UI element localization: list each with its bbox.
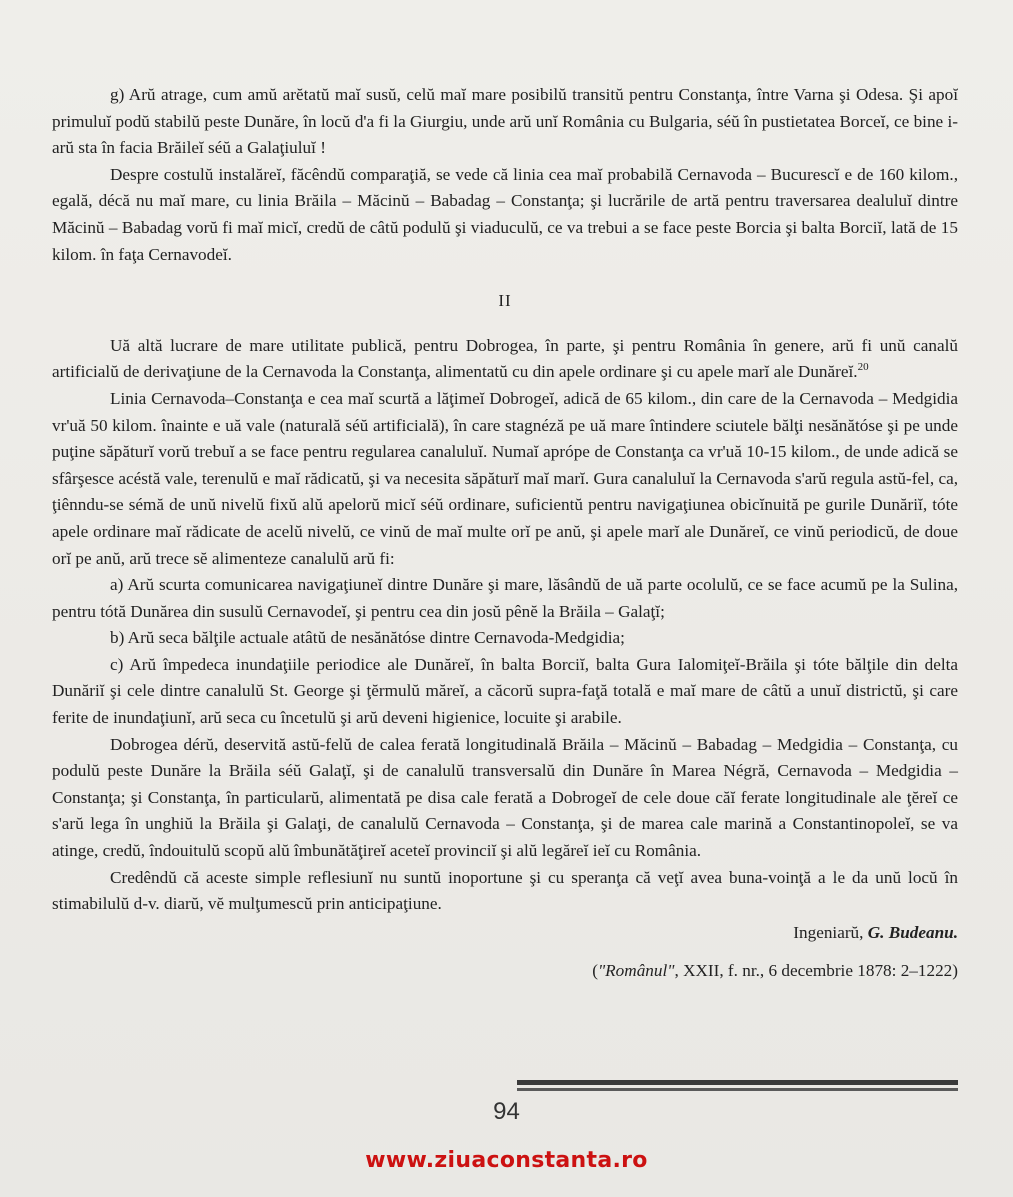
source-publication: "Românul" [597, 961, 675, 981]
website-watermark: www.ziuaconstanta.ro [365, 1148, 648, 1173]
paragraph-canal [52, 333, 958, 386]
source-citation [52, 958, 958, 985]
paragraph-closing: Credêndŭ că aceste simple reflesiunĭ nu suntŭ inoportune şi cu speranţa că veţĭ avea buna-voinţă a le da unŭ locŭ în stimabilulŭ d-v. diarŭ, vĕ mulţumescŭ prin anticipaţiune. [52, 867, 958, 914]
paragraph-g: g) Arŭ atrage, cum amŭ arĕtatŭ maĭ susŭ, celŭ maĭ mare posibilŭ transitŭ pentru Constanţa, între Varna şi Odesa. Şi apoĭ primuluĭ podŭ stabilŭ peste Dunăre, în locŭ d'a fi la Giurgiu, unde arŭ unĭ România cu Bulgaria, séŭ în pustietatea Borceĭ, ce bine i-arŭ sta în facia Brăileĭ séŭ a Galaţiuluĭ ! [52, 85, 958, 158]
paragraph-dobrogea: Dobrogea dérŭ, deservită astŭ-felŭ de calea ferată longitudinală Brăila – Măcinŭ – Babadag – Medgidia – Constanţa, cu podulŭ peste Dunăre la Brăila séŭ Galaţĭ, şi de canalulŭ transversalŭ din Dunăre în Marea Négră, Cernavoda – Medgidia – Constanţa; şi Constanţa, în particularŭ, alimentată pe disa cale ferată a Dobrogeĭ de cele doue căĭ ferate longitudinale ale ţĕreĭ ce s'arŭ lega în unghiŭ la Brăila şi Galaţi, de canalulŭ Cernavoda – Constanţa, şi de marea cale marină a Constantinopoleĭ, se va atinge, credŭ, îndouitulŭ scopŭ alŭ îmbunătăţireĭ aceteĭ provinciĭ şi alŭ legăreĭ ieĭ cu România. [52, 734, 958, 861]
paragraph-c: c) Arŭ împedeca inundaţiile periodice ale Dunăreĭ, în balta Borciĭ, balta Gura Ialomiţeĭ-Brăila şi tóte bălţile din delta Dunăriĭ şi cele dintre canalulŭ St. George şi ţĕrmulŭ măreĭ, a căcorŭ supra-faţă totală e maĭ mare de câtŭ a unuĭ districtŭ, şi care ferite de inundaţiunĭ, arŭ seca cu încetulŭ şi arŭ deveni higienice, locuite şi arabile. [52, 654, 958, 728]
double-rule-top [517, 1080, 958, 1085]
paragraph-canal-text: Uă altă lucrare de mare utilitate publică, pentru Dobrogea, în parte, şi pentru România în genere, arŭ fi unŭ canalŭ artificialŭ de derivaţiune de la Cernavoda la Constanţa, alimentatŭ cu din apele ordinare şi cu apele marĭ ale Dunăreĭ. [52, 335, 958, 382]
section-heading: II [498, 291, 512, 311]
paragraph-cost: Despre costulŭ instalăreĭ, făcêndŭ comparaţiă, se vede că linia cea maĭ probabilă Cernavoda – Bucurescĭ e de 160 kilom., egală, décă nu maĭ mare, cu linia Brăila – Măcinŭ – Babadag – Constanţa; şi lucrările de artă pentru traversarea dealuluĭ dintre Măcinŭ – Babadag vorŭ fi maĭ micĭ, credŭ de câtŭ podulŭ şi viaduculŭ, ce va trebui a se face peste Borcia şi balta Borciĭ, lată de 15 kilom. în faţa Cernavodeĭ. [52, 164, 958, 264]
signature-name: G. Budeanu. [867, 922, 958, 942]
page-number: 94 [493, 1098, 520, 1125]
article-body [52, 82, 958, 985]
footnote-marker: 20 [857, 361, 869, 374]
double-rule-bottom [517, 1088, 958, 1091]
paragraph-b: b) Arŭ seca bălţile actuale atâtŭ de nesănătóse dintre Cernavoda-Medgidia; [110, 628, 625, 648]
paragraph-a: a) Arŭ scurta comunicarea navigaţiuneĭ dintre Dunăre şi mare, lăsândŭ de uă parte ocolulŭ, ce se face acumŭ pe la Sulina, pentru tótă Dunărea din susulŭ Cernavodeĭ, şi pentru cea din josŭ pênĕ la Brăila – Galaţĭ; [52, 575, 958, 621]
source-details: , XXII, f. nr., 6 decembrie 1878: 2–1222) [674, 961, 958, 981]
paragraph-line: Linia Cernavoda–Constanţa e cea maĭ scurtă a lăţimeĭ Dobrogeĭ, adică de 65 kilom., din care de la Cernavoda – Medgidia vr'uă 50 kilom. înainte e uă vale (naturală séŭ artificială), în care stagnéză pe uă mare întindere sciutele bălţi nesănătóse şi pe unde puţine săpăturĭ vorŭ trebuĭ a se face pentru regularea canaluluĭ. Numaĭ aprópe de Constanţa ca vr'uă 10-15 kilom., de unde adică se sfârşesce acéstă vale, terenulŭ e maĭ rădicatŭ, şi va necesita săpăturĭ maĭ marĭ. Gura canaluluĭ la Cernavoda s'arŭ regula astŭ-fel, ca, ţiênndu-se sémă de unŭ nivelŭ fixŭ alŭ apelorŭ micĭ séŭ ordinare, suficientŭ pentru navigaţiunea obicĭnuită pe gurile Dunăriĭ, tóte apele ordinare maĭ rădicate de acelŭ nivelŭ, ce vinŭ de maĭ multe orĭ pe anŭ, şi apele marĭ ale Dunăreĭ, ce vinŭ periodicŭ, de doue orĭ pe anŭ, arŭ trece sĕ alimenteze canalulŭ arŭ fi: [52, 388, 958, 568]
signature-prefix: Ingeniarŭ, [793, 922, 868, 942]
source-open: ( [592, 961, 598, 981]
signature [52, 920, 958, 947]
